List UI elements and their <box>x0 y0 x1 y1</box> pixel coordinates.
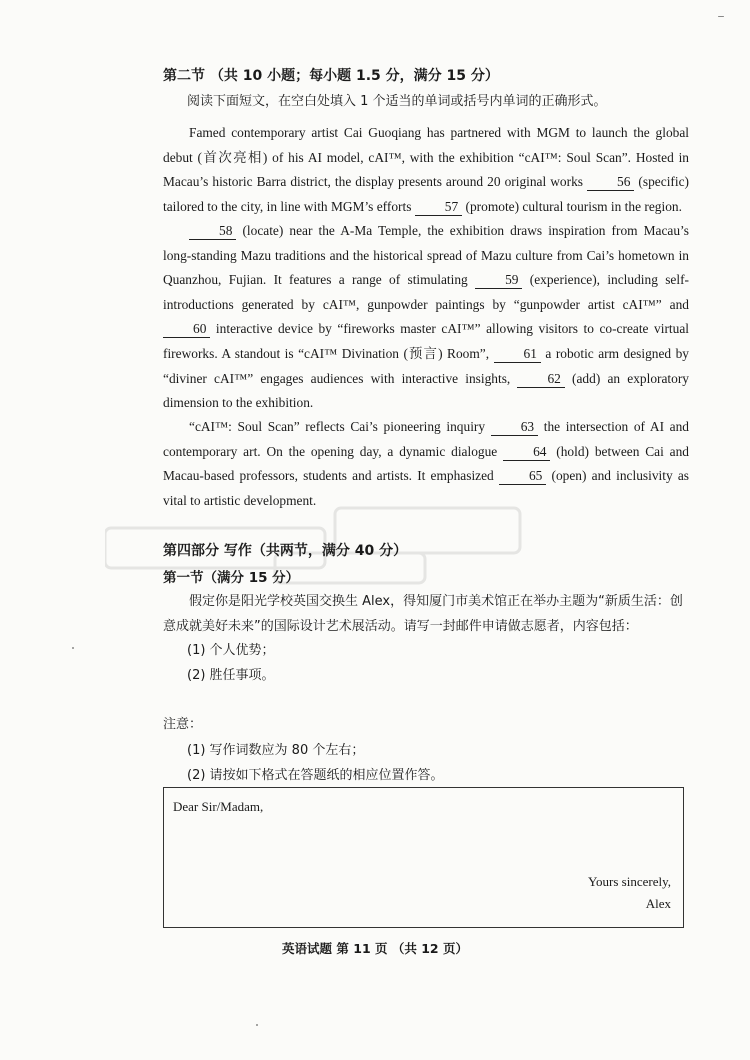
passage-text: (promote) cultural tourism in the region. <box>462 198 682 214</box>
passage-text: interactive device by “fireworks master cAI™” allowing visitors to co-create virtual fireworks. A standout is “cAI™ Divination (预言) Room”, <box>163 321 689 361</box>
passage-text: the intersection of AI and contemporary art. On the opening day, a dynamic dialogue <box>163 419 689 459</box>
notes-title: 注意： <box>163 717 203 732</box>
passage-paragraph-3 <box>163 415 689 513</box>
passage-text: “cAI™: Soul Scan” reflects Cai’s pioneering inquiry <box>189 419 491 434</box>
section-title: 第二节 （共 10 小题；每小题 1.5 分，满分 15 分） <box>163 68 499 84</box>
passage-text: (hold) between Cai and Macau-based professors, students and artists. It emphasized <box>163 443 689 484</box>
letter-greeting: Dear Sir/Madam, <box>173 799 264 814</box>
letter-signature: Alex <box>645 896 671 911</box>
task-item-1: (1) 个人优势； <box>187 643 275 658</box>
section-instruction: 阅读下面短文，在空白处填入 1 个适当的单词或括号内单词的正确形式。 <box>187 94 607 109</box>
blank-56: 56 <box>587 174 634 191</box>
writing-section1-title: 第一节（满分 15 分） <box>163 570 300 586</box>
page-footer: 英语试题 第 11 页 （共 12 页） <box>282 941 468 956</box>
writing-task: 假定你是阳光学校英国交换生 Alex，得知厦门市美术馆正在举办主题为“新质生活：创意成就美好未来”的国际设计艺术展活动。请写一封邮件申请做志愿者，内容包括： <box>163 594 683 634</box>
passage-text: Famed contemporary artist Cai Guoqiang has partnered with MGM to launch the global debut (首次亮相) of his AI model, cAI™, with the exhibition “cAI™: Soul Scan”. Hosted in Macau’s historic Barra district, the display presents around 20 original works <box>163 125 689 190</box>
blank-63: 63 <box>491 419 538 436</box>
blank-60: 60 <box>163 321 210 338</box>
letter-format-box <box>163 787 684 928</box>
blank-64: 64 <box>503 444 550 461</box>
blank-57: 57 <box>415 199 462 216</box>
passage-text: (add) an exploratory dimension to the exhibition. <box>163 370 689 411</box>
passage-text: a robotic arm designed by “diviner cAI™” engages audiences with interactive insights, <box>163 345 689 386</box>
passage-text: (experience), including self-introductions generated by cAI™, gunpowder paintings by “gunpowder artist cAI™” and <box>163 272 689 312</box>
passage-text: (locate) near the A-Ma Temple, the exhibition draws inspiration from Macau’s long-standing Mazu traditions and the historical spread of Mazu culture from Cai’s hometown in Quanzhou, Fujian. It features a range of stimulating <box>163 223 689 288</box>
blank-61: 61 <box>494 346 541 363</box>
scan-speck <box>256 1024 258 1026</box>
passage-text: (open) and inclusivity as vital to artistic development. <box>163 468 689 508</box>
blank-58: 58 <box>189 223 236 240</box>
blank-65: 65 <box>499 468 546 485</box>
passage-text: (specific) tailored to the city, in line with MGM’s efforts <box>163 174 689 214</box>
scan-speck <box>72 647 74 649</box>
part4-title: 第四部分 写作（共两节，满分 40 分） <box>163 543 408 559</box>
blank-62: 62 <box>517 371 564 388</box>
passage-paragraph-2 <box>163 219 689 416</box>
blank-59: 59 <box>475 272 522 289</box>
letter-closing: Yours sincerely, <box>587 874 671 889</box>
scan-speck <box>718 16 724 17</box>
task-item-2: (2) 胜任事项。 <box>187 668 275 683</box>
note-item-1: (1) 写作词数应为 80 个左右； <box>187 743 365 758</box>
note-item-2: (2) 请按如下格式在答题纸的相应位置作答。 <box>187 768 444 783</box>
passage-paragraph-1 <box>163 121 689 219</box>
